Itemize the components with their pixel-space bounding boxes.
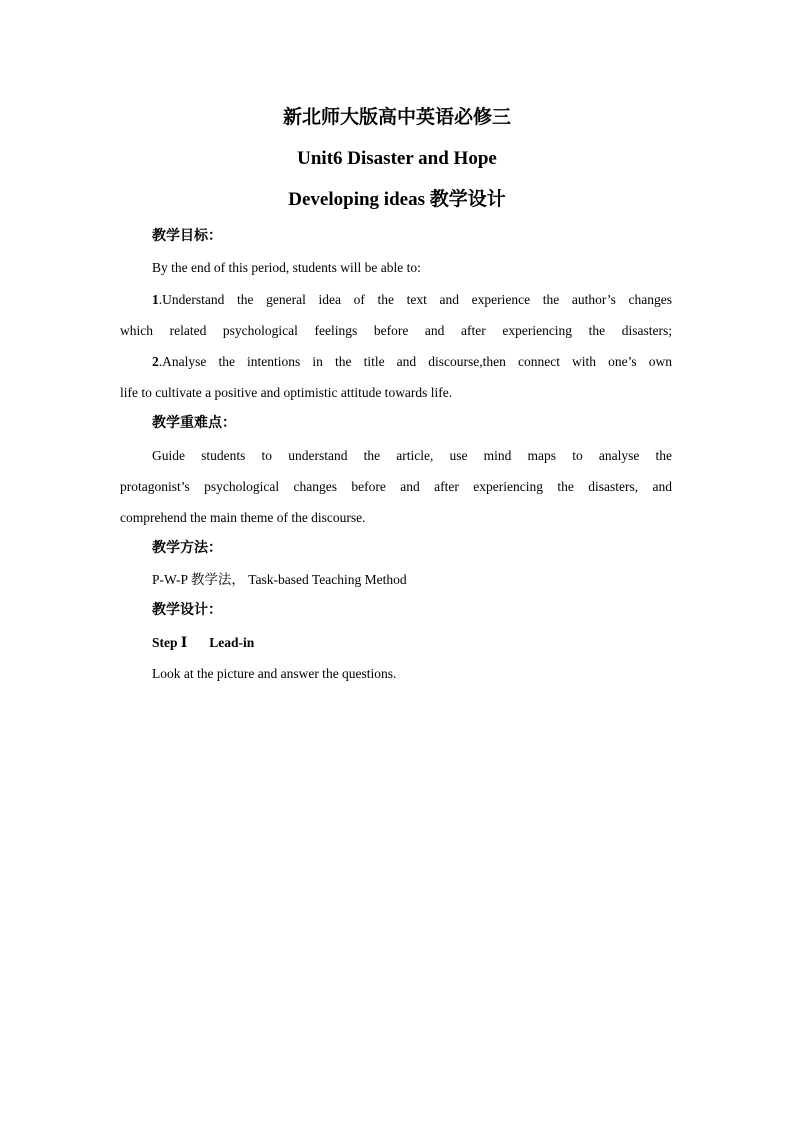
objective-number-2: 2 — [152, 354, 159, 369]
document-title: 新北师大版高中英语必修三 — [282, 107, 511, 128]
objectives-intro: By the end of this period, students will be able to: — [152, 260, 421, 275]
step-heading — [152, 634, 254, 652]
step-name: Lead-in — [209, 635, 255, 650]
methods-text: P-W-P 教学法， Task-based Teaching Method — [152, 572, 407, 587]
objective-item-2 — [152, 353, 672, 371]
key-points-line-3: comprehend the main theme of the discourse. — [120, 510, 366, 525]
unit-title: Unit6 Disaster and Hope — [297, 148, 497, 169]
objective-text-1: .Understand the general idea of the text and experience the author’s changes — [158, 292, 672, 307]
lesson-title: Developing ideas 教学设计 — [288, 189, 506, 210]
key-points-line-1: Guide students to understand the article, use mind maps to analyse the — [152, 448, 672, 463]
objectives-heading: 教学目标： — [152, 229, 222, 244]
objective-item-2-continued: life to cultivate a positive and optimistic attitude towards life. — [120, 385, 453, 400]
objective-text-2: .Analyse the intentions in the title and discourse,then connect with one’s own — [158, 354, 672, 369]
step-label: Step Ⅰ — [152, 635, 188, 650]
step-instruction: Look at the picture and answer the questions. — [152, 666, 397, 681]
objective-item-1 — [152, 291, 672, 309]
objective-number-1: 1 — [152, 292, 159, 307]
objective-item-1-continued: which related psychological feelings before and after experiencing the disasters; — [120, 323, 672, 338]
design-heading: 教学设计： — [152, 603, 222, 618]
key-points-heading: 教学重难点： — [152, 416, 236, 431]
key-points-line-2: protagonist’s psychological changes before and after experiencing the disasters, and — [120, 479, 672, 494]
methods-heading: 教学方法： — [152, 541, 222, 556]
